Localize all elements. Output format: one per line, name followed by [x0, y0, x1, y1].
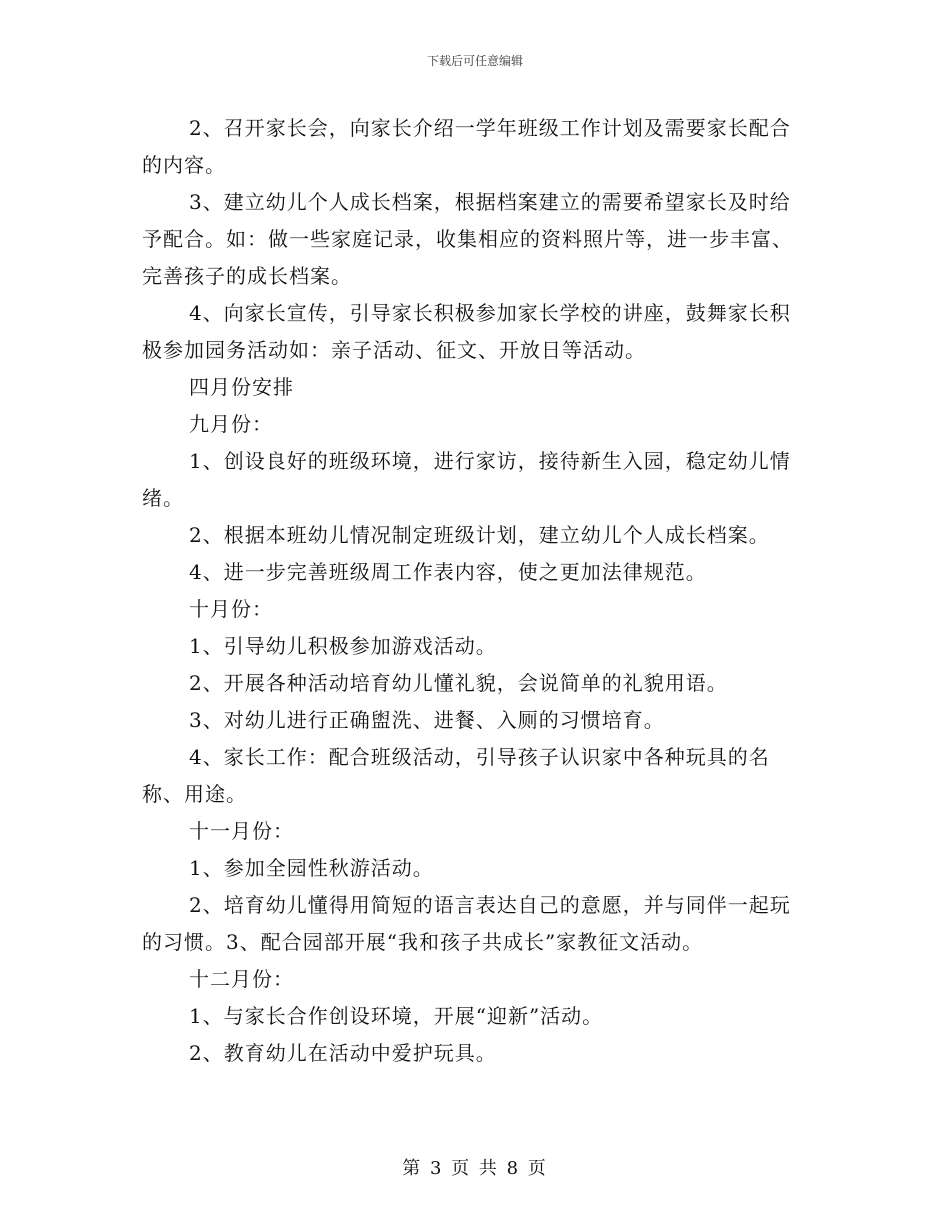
paragraph: 2、开展各种活动培育幼儿懂礼貌，会说简单的礼貌用语。 [189, 671, 728, 695]
paragraph: 4、进一步完善班级周工作表内容，使之更加法律规范。 [189, 560, 707, 584]
paragraph: 1、创设良好的班级环境，进行家访，接待新生入园，稳定幼儿情绪。 [142, 449, 791, 510]
paragraph: 1、与家长合作创设环境，开展“迎新”活动。 [189, 1004, 604, 1028]
paragraph: 2、教育幼儿在活动中爱护玩具。 [189, 1041, 497, 1065]
paragraph: 4、家长工作：配合班级活动，引导孩子认识家中各种玩具的名称、用途。 [142, 745, 770, 806]
section-heading: 十一月份： [189, 819, 294, 843]
paragraph: 3、建立幼儿个人成长档案，根据档案建立的需要希望家长及时给予配合。如：做一些家庭记录，收集相应的资料照片等，进一步丰富、完善孩子的成长档案。 [142, 190, 793, 288]
page-header: 下载后可任意编辑 [426, 54, 523, 68]
paragraph: 1、引导幼儿积极参加游戏活动。 [189, 634, 497, 658]
paragraph: 1、参加全园性秋游活动。 [189, 856, 434, 880]
paragraph: 4、向家长宣传，引导家长积极参加家长学校的讲座，鼓舞家长积极参加园务活动如：亲子活动、征文、开放日等活动。 [142, 301, 791, 362]
page-footer: 第 3 页 共 8 页 [402, 1158, 548, 1179]
section-heading: 十二月份： [189, 967, 294, 991]
section-heading: 十月份： [189, 597, 273, 621]
paragraph: 3、对幼儿进行正确盥洗、进餐、入厕的习惯培育。 [189, 708, 665, 732]
paragraph: 2、召开家长会，向家长介绍一学年班级工作计划及需要家长配合的内容。 [142, 116, 791, 177]
paragraph: 2、培育幼儿懂得用简短的语言表达自己的意愿，并与同伴一起玩的习惯。3、配合园部开展“我和孩子共成长”家教征文活动。 [142, 893, 791, 954]
document-body [142, 110, 808, 1072]
section-heading: 九月份： [189, 412, 273, 436]
section-heading: 四月份安排 [189, 375, 294, 399]
paragraph: 2、根据本班幼儿情况制定班级计划，建立幼儿个人成长档案。 [189, 523, 770, 547]
